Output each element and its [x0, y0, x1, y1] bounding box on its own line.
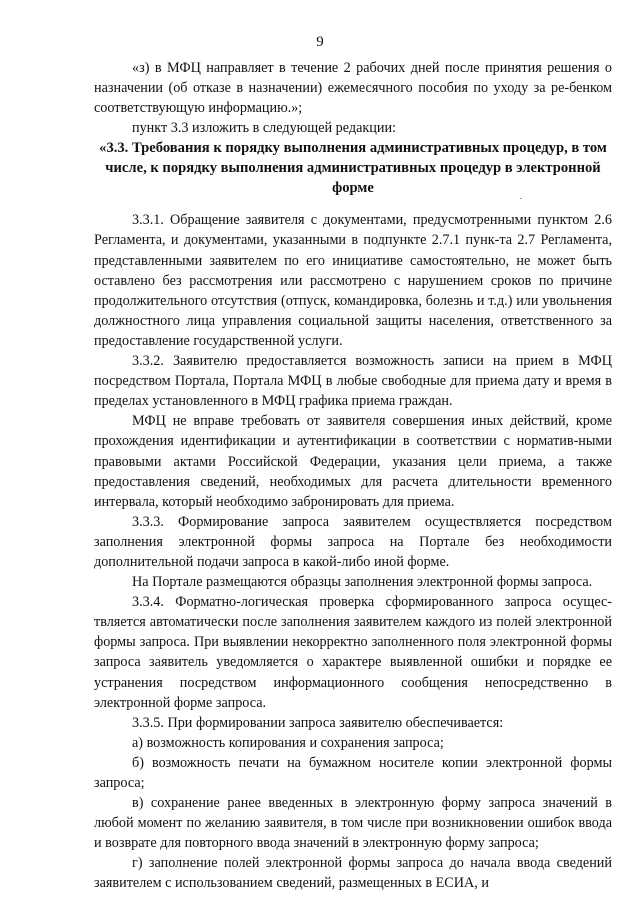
paragraph-mfc-restrictions: МФЦ не вправе требовать от заявителя совершения иных действий, кроме прохождения идентификации и аутентификации в соответствии с норматив-ными правовыми актами Российской Федерации, указания цели приема, а также предоставления сведений, необходимых для расчета длительности временного интервала, который необходимо забронировать для приема. — [94, 413, 612, 510]
paragraph-3-3-5: 3.3.5. При формировании запроса заявителю обеспечивается: — [132, 714, 504, 731]
list-item-v: в) сохранение ранее введенных в электронную форму запроса значений в любой момент по желанию заявителя, в том числе при возникновении ошибок ввода и возврате для повторного ввода значений в электронную форму запроса; — [94, 795, 612, 852]
paragraph-3-3-4: 3.3.4. Форматно-логическая проверка сформированного запроса осущес-твляется автоматически после заполнения заявителем каждого из полей электронной формы запроса. При выявлении некорректно заполненного поля электронной формы запроса заявитель уведомляется о характере выявленной ошибки и порядке ее устранения посредством информационного сообщения непосредственно в электронной форме запроса. — [94, 594, 612, 711]
document-body — [94, 58, 612, 894]
section-heading: «3.3. Требования к порядку выполнения административных процедур, в том числе, к порядку выполнения административных процедур в электронной форме — [99, 140, 607, 197]
list-item-a: а) возможность копирования и сохранения запроса; — [132, 734, 444, 751]
paragraph-amendment-intro: пункт 3.3 изложить в следующей редакции: — [132, 120, 396, 137]
list-item-b: б) возможность печати на бумажном носителе копии электронной формы запроса; — [94, 754, 612, 791]
paragraph-item-z: «з) в МФЦ направляет в течение 2 рабочих дней после принятия решения о назначении (об отказе в назначении) ежемесячного пособия по уходу за ре-бенком соответствующую информацию.»; — [94, 60, 612, 117]
page-number: 9 — [316, 34, 324, 50]
paragraph-3-3-2: 3.3.2. Заявителю предоставляется возможность записи на прием в МФЦ посредством Портала, Портала МФЦ в любые свободные для приема дату и время в пределах установленного в МФЦ графика приема граждан. — [94, 353, 612, 410]
paragraph-portal-samples: На Портале размещаются образцы заполнения электронной формы запроса. — [132, 574, 593, 591]
paragraph-3-3-3: 3.3.3. Формирование запроса заявителем осуществляется посредством заполнения электронной формы запроса на Портале без необходимости дополнительной подачи запроса в какой-либо иной форме. — [94, 513, 612, 570]
list-item-g: г) заполнение полей электронной формы запроса до начала ввода сведений заявителем с использованием сведений, размещенных в ЕСИА, и — [94, 855, 612, 892]
paragraph-3-3-1: 3.3.1. Обращение заявителя с документами, предусмотренными пунктом 2.6 Регламента, и документами, указанными в подпункте 2.7.1 пунк-та 2.7 Регламента, представленными заявителем по его инициативе самостоятельно, не может быть оставлено без рассмотрения или рассмотрено с нарушением сроков по причине продолжительного отсутствия (отпуск, командировка, болезнь и т.д.) или увольнения должностного лица управления социальной защиты населения, ответственного за предоставление государственной услуги. — [94, 212, 612, 349]
